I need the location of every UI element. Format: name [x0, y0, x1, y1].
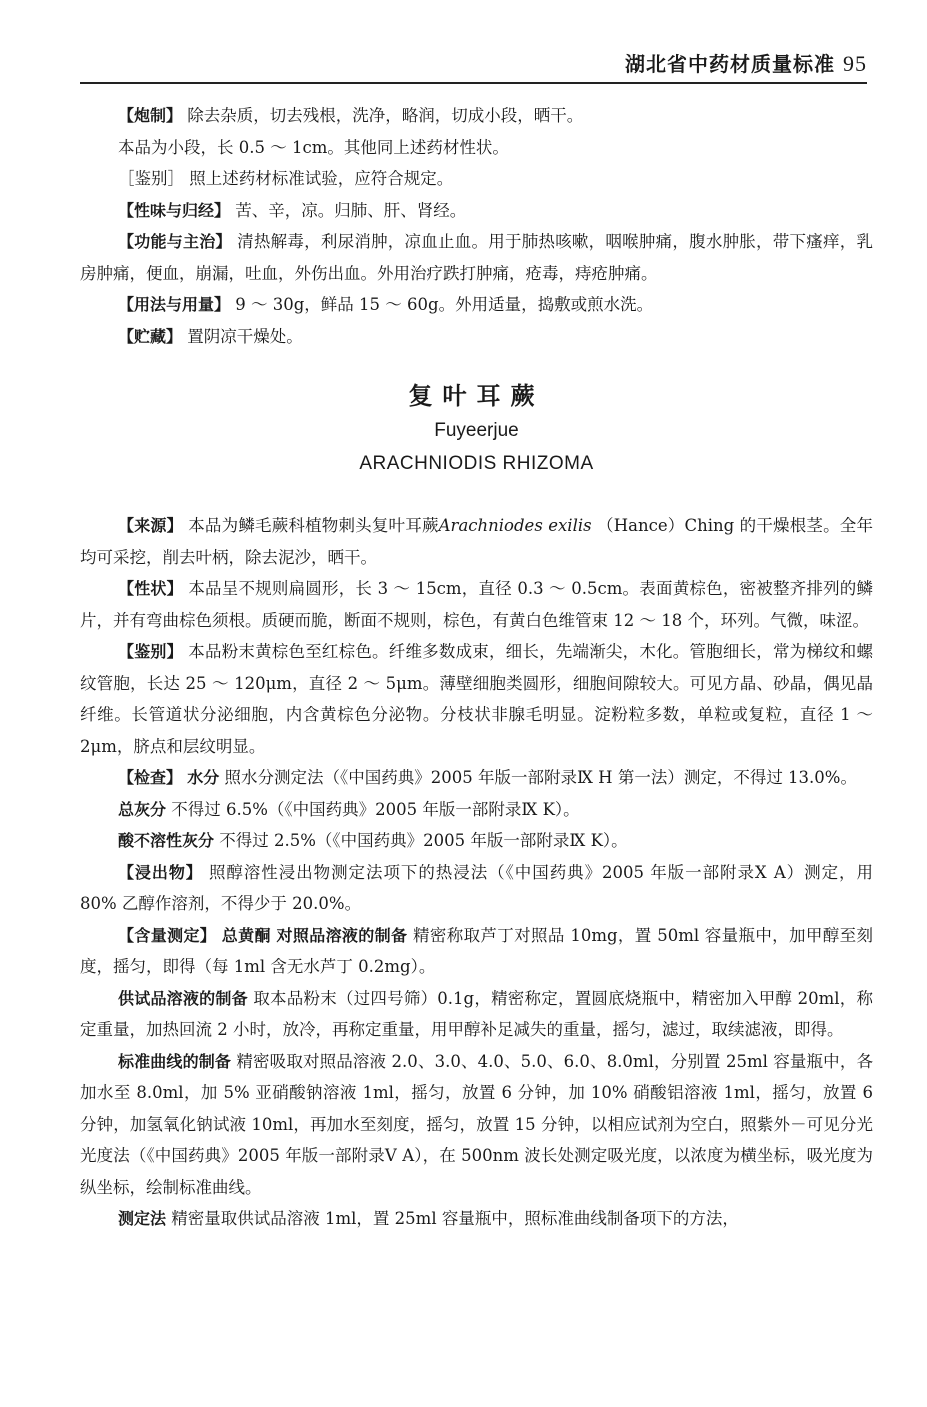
- acid-ash-label: 酸不溶性灰分: [118, 831, 215, 850]
- storage-paragraph: [80, 321, 873, 353]
- book-title: 湖北省中药材质量标准: [625, 52, 835, 76]
- product-paragraph: 本品为小段，长 0.5 ～ 1cm。其他同上述药材性状。: [118, 137, 509, 157]
- extract-paragraph: [80, 857, 873, 920]
- check-paragraph: [80, 762, 873, 794]
- processing-label: 【炮制】: [118, 106, 183, 125]
- identification-simple-paragraph: [80, 163, 873, 195]
- function-text: 清热解毒，利尿消肿，凉血止血。用于肺热咳嗽，咽喉肿痛，腹水肿胀，带下瘙痒，乳房肿痛，便血，崩漏，吐血，外伤出血。外用治疗跌打肿痛，疮毒，痔疮肿痛。: [80, 232, 873, 283]
- title-latin: ARACHNIODIS RHIZOMA: [359, 453, 594, 474]
- ash-paragraph: [80, 794, 873, 826]
- storage-text: 置阴凉干燥处。: [187, 326, 303, 346]
- check-label: 【检查】: [118, 768, 183, 787]
- assay-label: 【含量测定】: [118, 925, 217, 945]
- test-prep-label: 供试品溶液的制备: [118, 988, 248, 1008]
- usage-paragraph: [80, 289, 873, 321]
- water-label: 水分: [187, 768, 220, 787]
- ref-prep-text: 精密称取芦丁对照品 10mg，置 50ml 容量瓶中，加甲醇至刻度，摇匀，即得（每 1ml 含无水芦丁 0.2mg）。: [80, 925, 873, 976]
- character-text: 本品呈不规则扁圆形，长 3 ～ 15cm，直径 0.3 ～ 0.5cm。表面黄棕色，密被整齐排列的鳞片，并有弯曲棕色须根。质硬而脆，断面不规则，棕色，有黄白色维管束 12 ～ 18 个，环列。气微，味涩。: [80, 579, 873, 630]
- function-label: 【功能与主治】: [118, 232, 232, 251]
- function-paragraph: [80, 226, 873, 289]
- extract-label: 【浸出物】: [118, 862, 203, 882]
- nature-text: 苦、辛，凉。归肺、肝、肾经。: [235, 200, 467, 220]
- ash-label: 总灰分: [118, 799, 167, 819]
- method-text: 精密量取供试品溶液 1ml，置 25ml 容量瓶中，照标准曲线制备项下的方法，: [171, 1209, 739, 1228]
- ash-text: 不得过 6.5%（《中国药典》2005 年版一部附录Ⅸ K）。: [171, 799, 580, 819]
- identification-simple-text: 照上述药材标准试验，应符合规定。: [189, 169, 454, 188]
- nature-paragraph: [80, 195, 873, 227]
- character-label: 【性状】: [118, 579, 183, 598]
- flavone-label: 总黄酮: [221, 925, 271, 945]
- source-label: 【来源】: [118, 516, 183, 535]
- curve-paragraph: [80, 1046, 873, 1204]
- identification-simple-label: ［鉴别］: [118, 169, 184, 188]
- acid-ash-text: 不得过 2.5%（《中国药典》2005 年版一部附录Ⅸ K）。: [219, 831, 628, 850]
- title-chinese: 复叶耳蕨: [408, 382, 545, 410]
- title-pinyin: Fuyeerjue: [434, 420, 519, 441]
- source-latin-name: Arachniodes exilis: [438, 516, 592, 535]
- running-header: [80, 48, 867, 84]
- identify-label: 【鉴别】: [118, 642, 183, 661]
- processing-text: 除去杂质，切去残根，洗净，略润，切成小段，晒干。: [187, 106, 584, 125]
- ref-prep-label: 对照品溶液的制备: [276, 925, 408, 945]
- page-body: [80, 100, 873, 1235]
- identify-paragraph: [80, 636, 873, 762]
- extract-text: 照醇溶性浸出物测定法项下的热浸法（《中国药典》2005 年版一部附录Ⅹ A）测定，用 80% 乙醇作溶剂，不得少于 20.0%。: [80, 862, 873, 913]
- test-prep-text: 取本品粉末（过四号筛）0.1g，精密称定，置圆底烧瓶中，精密加入甲醇 20ml，称定重量，加热回流 2 小时，放冷，再称定重量，用甲醇补足减失的重量，摇匀，滤过，取续滤液，即得。: [80, 988, 874, 1039]
- curve-label: 标准曲线的制备: [118, 1051, 231, 1071]
- nature-label: 【性味与归经】: [118, 200, 231, 220]
- page-number: 95: [843, 51, 867, 76]
- test-prep-paragraph: [80, 983, 873, 1046]
- processing-paragraph: [80, 100, 873, 132]
- curve-text: 精密吸取对照品溶液 2.0、3.0、4.0、5.0、6.0、8.0ml，分别置 25ml 容量瓶中，各加水至 8.0ml，加 5% 亚硝酸钠溶液 1ml，摇匀，放置 6 分钟，加 10% 硝酸铝溶液 1ml，摇匀，放置 6 分钟，加氢氧化钠试液 10ml，再加水至刻度，摇匀，放置 15 分钟，以相应试剂为空白，照紫外－可见分光光度法（《中国药典》2005 年版一部附录Ⅴ A），在 500nm 波长处测定吸光度，以浓度为横坐标，吸光度为纵坐标，绘制标准曲线。: [80, 1051, 873, 1197]
- water-text: 照水分测定法（《中国药典》2005 年版一部附录Ⅸ H 第一法）测定，不得过 13.0%。: [224, 768, 857, 787]
- usage-label: 【用法与用量】: [118, 295, 231, 314]
- monograph-title: [80, 378, 873, 480]
- source-paragraph: [80, 510, 873, 573]
- usage-text: 9 ～ 30g，鲜品 15 ～ 60g。外用适量，捣敷或煎水洗。: [235, 295, 654, 314]
- storage-label: 【贮藏】: [118, 326, 183, 346]
- assay-paragraph: [80, 920, 873, 983]
- identify-text: 本品粉末黄棕色至红棕色。纤维多数成束，细长，先端渐尖，木化。管胞细长，常为梯纹和螺纹管胞，长达 25 ～ 120μm，直径 2 ～ 5μm。薄壁细胞类圆形，细胞间隙较大。可见方晶、砂晶，偶见晶纤维。长管道状分泌细胞，内含黄棕色分泌物。分枝状非腺毛明显。淀粉粒多数，单粒或复粒，直径 1 ～ 2μm，脐点和层纹明显。: [80, 642, 873, 756]
- source-text-1: 本品为鳞毛蕨科植物刺头复叶耳蕨: [188, 516, 439, 535]
- character-paragraph: [80, 573, 873, 636]
- header-text: [625, 48, 867, 77]
- method-paragraph: [80, 1203, 873, 1235]
- method-label: 测定法: [118, 1209, 167, 1228]
- acid-ash-paragraph: [80, 825, 873, 857]
- source-text-2: （Hance）Ching 的干燥根茎。全年均可采挖，削去叶柄，除去泥沙，晒干。: [80, 516, 873, 567]
